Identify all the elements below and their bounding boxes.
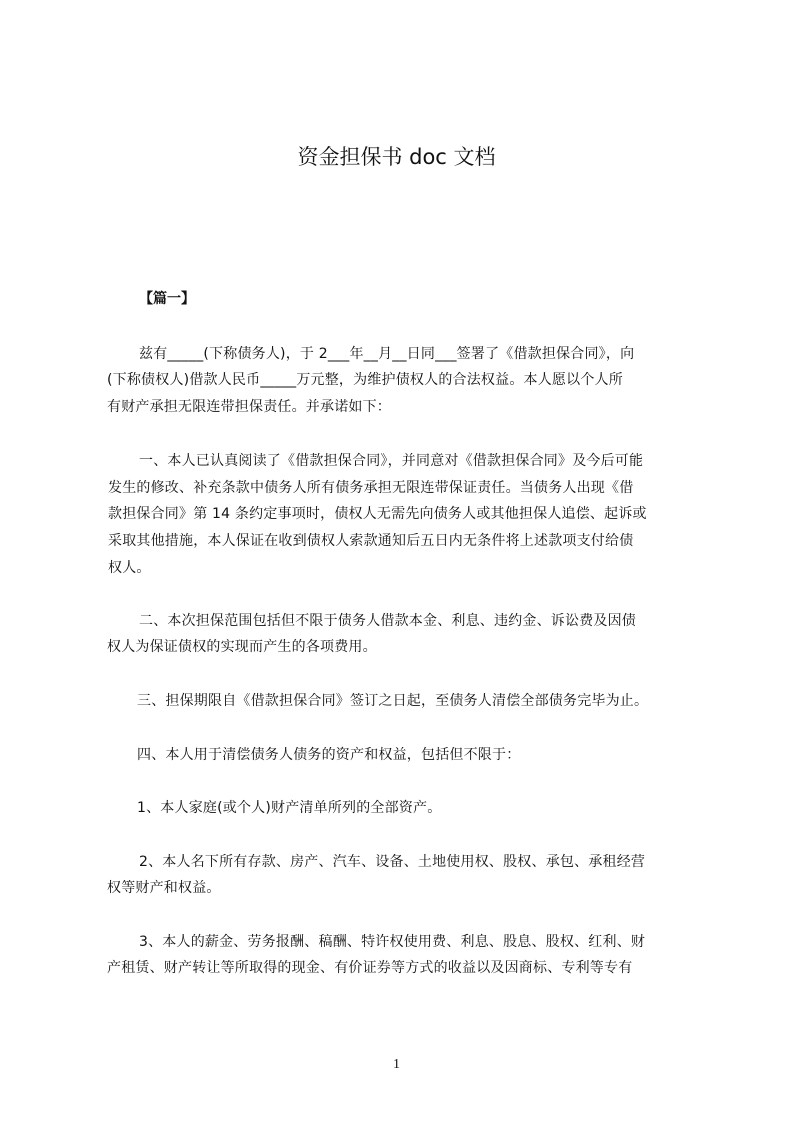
paragraph-line: 3、本人的薪金、劳务报酬、稿酬、特许权使用费、利息、股息、股权、红利、财 [139,934,646,950]
paragraph-line: 一、本人已认真阅读了《借款担保合同》，并同意对《借款担保合同》及今后可能 [139,453,644,469]
page-number: 1 [393,1057,400,1072]
document-title: 资金担保书 doc 文档 [297,145,496,169]
paragraph-line: 二、本次担保范围包括但不限于债务人借款本金、利息、违约金、诉讼费及因债 [139,613,636,629]
paragraph-line: 四、本人用于清偿债务人债务的资产和权益，包括但不限于： [137,747,521,763]
paragraph-line: 2、本人名下所有存款、房产、汽车、设备、土地使用权、股权、承包、承租经营 [139,854,646,870]
paragraph-line: 发生的修改、补充条款中债务人所有债务承担无限连带保证责任。当债务人出现《借 [108,480,634,496]
paragraph-line: 三、担保期限自《借款担保合同》签订之日起，至债务人清偿全部债务完毕为止。 [137,693,649,709]
paragraph-line: 款担保合同》第 14 条约定事项时，债权人无需先向债务人或其他担保人追偿、起诉或 [108,506,647,522]
section-heading: 【篇一】 [139,291,195,307]
paragraph-line: 有财产承担无限连带担保责任。并承诺如下： [107,399,391,415]
paragraph-line: 采取其他措施，本人保证在收到债权人索款通知后五日内无条件将上述款项支付给债 [108,533,634,549]
paragraph-line: 1、本人家庭(或个人)财产清单所列的全部资产。 [137,800,442,816]
paragraph-line: 权人为保证债权的实现而产生的各项费用。 [107,639,377,655]
paragraph-line: (下称债权人)借款人民币_____万元整，为维护债权人的合法权益。本人愿以个人所 [107,372,623,388]
paragraph-line: 权等财产和权益。 [107,880,221,896]
paragraph-line: 兹有_____(下称债务人)，于 2___年__月__日同___签署了《借款担保合同》，向 [139,346,635,362]
paragraph-line: 权人。 [108,560,151,576]
paragraph-line: 产租赁、财产转让等所取得的现金、有价证券等方式的收益以及因商标、专利等专有 [107,960,633,976]
